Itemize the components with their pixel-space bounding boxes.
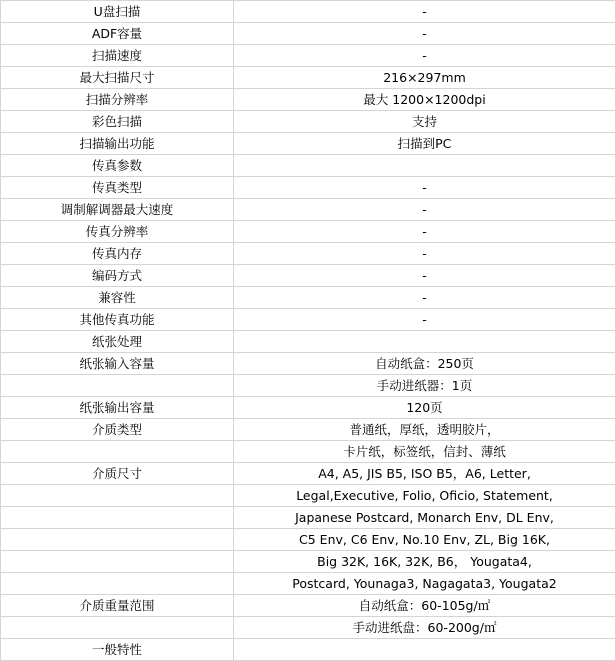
row-label: 彩色扫描 [1, 111, 234, 133]
table-row [1, 441, 615, 463]
row-value: - [234, 199, 615, 221]
row-label [1, 551, 234, 573]
row-value: - [234, 243, 615, 265]
row-label: 纸张输出容量 [1, 397, 234, 419]
row-label: 介质类型 [1, 419, 234, 441]
row-label [1, 617, 234, 639]
table-row [1, 353, 615, 375]
row-label: 扫描速度 [1, 45, 234, 67]
row-value: - [234, 287, 615, 309]
row-value: 自动纸盒：250页 [234, 353, 615, 375]
row-value: - [234, 23, 615, 45]
table-row [1, 23, 615, 45]
row-value: 卡片纸，标签纸，信封、薄纸 [234, 441, 615, 463]
row-value [234, 331, 615, 353]
row-value: 最大 1200×1200dpi [234, 89, 615, 111]
table-row [1, 639, 615, 661]
table-row [1, 155, 615, 177]
row-value: C5 Env, C6 Env, No.10 Env, ZL, Big 16K, [234, 529, 615, 551]
row-value: - [234, 45, 615, 67]
table-row [1, 199, 615, 221]
row-value: - [234, 177, 615, 199]
spec-table-body [1, 1, 615, 661]
table-row [1, 265, 615, 287]
table-row [1, 617, 615, 639]
row-label: 纸张处理 [1, 331, 234, 353]
row-label: 扫描分辨率 [1, 89, 234, 111]
row-label: 介质尺寸 [1, 463, 234, 485]
table-row [1, 485, 615, 507]
row-label: 传真类型 [1, 177, 234, 199]
row-value: - [234, 265, 615, 287]
table-row [1, 595, 615, 617]
table-row [1, 177, 615, 199]
row-value: A4, A5, JIS B5, ISO B5，A6, Letter, [234, 463, 615, 485]
row-value: 216×297mm [234, 67, 615, 89]
table-row [1, 309, 615, 331]
table-row [1, 1, 615, 23]
row-label: 纸张输入容量 [1, 353, 234, 375]
row-value: 手动进纸器：1页 [234, 375, 615, 397]
table-row [1, 133, 615, 155]
table-row [1, 397, 615, 419]
row-label: 传真参数 [1, 155, 234, 177]
table-row [1, 67, 615, 89]
table-row [1, 573, 615, 595]
table-row [1, 243, 615, 265]
row-value: - [234, 1, 615, 23]
row-label [1, 375, 234, 397]
table-row [1, 419, 615, 441]
row-value: Japanese Postcard, Monarch Env, DL Env, [234, 507, 615, 529]
row-label [1, 441, 234, 463]
table-row [1, 111, 615, 133]
row-value: Postcard, Younaga3, Nagagata3, Yougata2 [234, 573, 615, 595]
row-label: 调制解调器最大速度 [1, 199, 234, 221]
row-label: 兼容性 [1, 287, 234, 309]
row-label: 最大扫描尺寸 [1, 67, 234, 89]
table-row [1, 89, 615, 111]
row-label: 编码方式 [1, 265, 234, 287]
table-row [1, 463, 615, 485]
row-label: 扫描输出功能 [1, 133, 234, 155]
row-label [1, 507, 234, 529]
table-row [1, 45, 615, 67]
row-value: Big 32K, 16K, 32K, B6， Yougata4, [234, 551, 615, 573]
table-row [1, 529, 615, 551]
row-label: 传真内存 [1, 243, 234, 265]
row-value: 支持 [234, 111, 615, 133]
row-value: 自动纸盒：60-105g/㎡ [234, 595, 615, 617]
row-label: ADF容量 [1, 23, 234, 45]
table-row [1, 331, 615, 353]
row-value [234, 639, 615, 661]
row-label [1, 573, 234, 595]
row-value [234, 155, 615, 177]
table-row [1, 375, 615, 397]
row-label [1, 529, 234, 551]
table-row [1, 551, 615, 573]
row-value: - [234, 309, 615, 331]
row-value: - [234, 221, 615, 243]
table-row [1, 507, 615, 529]
table-row [1, 221, 615, 243]
row-label: U盘扫描 [1, 1, 234, 23]
row-value: 120页 [234, 397, 615, 419]
row-value: 普通纸，厚纸，透明胶片， [234, 419, 615, 441]
row-value: 手动进纸盘：60-200g/㎡ [234, 617, 615, 639]
row-label [1, 485, 234, 507]
row-label: 传真分辨率 [1, 221, 234, 243]
row-value: Legal,Executive, Folio, Oficio, Statement, [234, 485, 615, 507]
row-label: 介质重量范围 [1, 595, 234, 617]
table-row [1, 287, 615, 309]
row-label: 一般特性 [1, 639, 234, 661]
row-value: 扫描到PC [234, 133, 615, 155]
row-label: 其他传真功能 [1, 309, 234, 331]
